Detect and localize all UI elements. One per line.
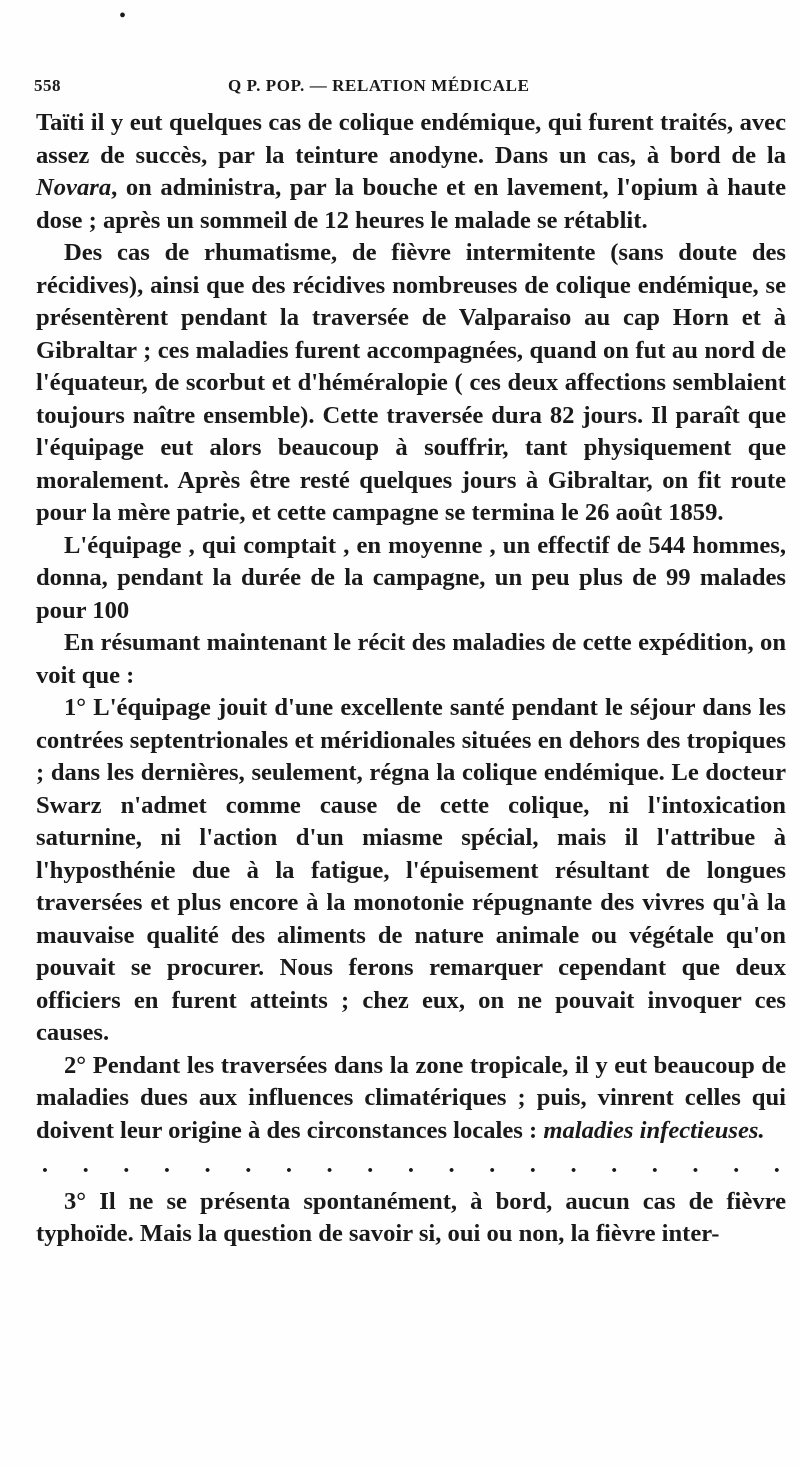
ellipsis-dot: . xyxy=(367,1151,374,1178)
ellipsis-dot: . xyxy=(570,1151,577,1178)
paragraph-text: En résumant maintenant le récit des maladies de cette expédition, on voit que : xyxy=(36,629,786,689)
paragraph-text: Taïti il y eut quelques cas de colique endémique, qui furent traités, avec assez de succès, par la teinture anodyne. Dans un cas, à bord de la xyxy=(36,109,786,169)
printer-mark: • xyxy=(119,5,127,27)
ellipsis-dot: . xyxy=(163,1151,171,1178)
paragraph-text: Des cas de rhumatisme, de fièvre intermitente (sans doute des récidives), ainsi que des récidives nombreuses de colique endémique, se présentèrent pendant la traversée de Valparaiso au cap Horn et à Gibraltar ; ces maladies furent accompagnées, quand on fut au nord de l'équateur, de scorbut et d'héméralopie ( ces deux affections semblaient toujours naître ensemble). Cette traversée dura 82 jours. Il paraît que l'équipage eut alors beaucoup à souffrir, tant physiquement que moralement. Après être resté quelques jours à Gibraltar, on fit route pour la mère patrie, et cette campagne se termina le 26 août 1859. xyxy=(36,239,786,526)
page-number: 558 xyxy=(34,76,61,95)
paragraph-p3 xyxy=(36,530,786,628)
ellipsis-dot: . xyxy=(285,1151,293,1178)
ellipsis-dot: . xyxy=(611,1151,618,1178)
ellipsis-dot: . xyxy=(692,1151,699,1178)
running-head: Q P. POP. — RELATION MÉDICALE xyxy=(228,76,530,95)
ellipsis-dot: . xyxy=(82,1151,89,1178)
ellipsis-dot: . xyxy=(773,1151,780,1178)
body-text xyxy=(36,107,786,1251)
ellipsis-dot: . xyxy=(489,1151,496,1178)
italic-text: maladies infectieuses. xyxy=(543,1116,765,1144)
paragraph-p1 xyxy=(36,107,786,237)
paragraph-p5 xyxy=(36,692,786,1050)
ellipsis-dot: . xyxy=(204,1151,211,1178)
ellipsis-dot: . xyxy=(41,1151,49,1178)
ellipsis-dot: . xyxy=(733,1151,740,1178)
paragraph-p2 xyxy=(36,237,786,530)
paragraph-text: 3° Il ne se présenta spontanément, à bord, aucun cas de fièvre typhoïde. Mais la question de savoir si, oui ou non, la fièvre inter- xyxy=(36,1187,786,1247)
paragraph-text: , on administra, par la bouche et en lavement, l'opium à haute dose ; après un sommeil de 12 heures le malade se rétablit. xyxy=(36,174,786,234)
ellipsis-dot: . xyxy=(326,1151,333,1178)
ellipsis-dot: . xyxy=(448,1151,455,1178)
paragraph-p6 xyxy=(36,1050,786,1148)
ellipsis-dot: . xyxy=(651,1151,658,1178)
ellipsis-dot: . xyxy=(407,1151,414,1178)
page-header xyxy=(34,76,779,98)
ellipsis-line xyxy=(36,1149,786,1182)
paragraph-text: 2° Pendant les traversées dans la zone tropicale, il y eut beaucoup de maladies dues aux influences climatériques ; puis, vinrent celles qui doivent leur origine à des circonstances locales : xyxy=(36,1051,786,1144)
paragraph-p4 xyxy=(36,627,786,692)
paragraph-text: 1° L'équipage jouit d'une excellente santé pendant le séjour dans les contrées septentrionales et méridionales situées en dehors des tropiques ; dans les dernières, seulement, régna la colique endémique. Le docteur Swarz n'admet comme cause de cette colique, ni l'intoxication saturnine, ni l'action d'un miasme spécial, mais il l'attribue à l'hyposthénie due à la fatigue, l'épuisement résultant de longues traversées et plus encore à la monotonie répugnante des vivres qu'à la mauvaise qualité des aliments de nature animale ou végétale qu'on pouvait se procurer. Nous ferons remarquer cependant que deux officiers en furent atteints ; chez eux, on ne pouvait invoquer ces causes. xyxy=(36,694,786,1046)
italic-text: Novara xyxy=(36,174,112,201)
ellipsis-dot: . xyxy=(123,1151,130,1178)
paragraph-text: L'équipage , qui comptait , en moyenne , un effectif de 544 hommes, donna, pendant la durée de la campagne, un peu plus de 99 malades pour 100 xyxy=(36,531,786,624)
paragraph-p8 xyxy=(36,1186,786,1251)
ellipsis-dot: . xyxy=(529,1151,536,1178)
ellipsis-dot: . xyxy=(245,1151,252,1178)
